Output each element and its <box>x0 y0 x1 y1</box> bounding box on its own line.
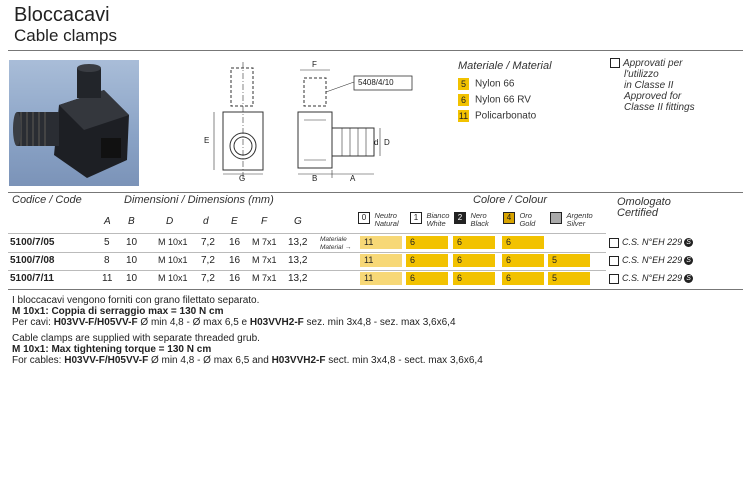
technical-drawing <box>192 60 422 185</box>
colour-label-it: Neutro <box>374 211 397 220</box>
colour-header-natural <box>358 212 399 230</box>
dim-label-f: F <box>312 60 317 69</box>
material-badge: 6 <box>458 94 469 106</box>
col-header-code: Codice / Code <box>12 194 82 206</box>
material-cell: 6 <box>406 236 448 249</box>
dim-header: d <box>203 216 209 227</box>
notes-english <box>12 333 483 366</box>
dim-cell: 10 <box>126 255 138 266</box>
product-photo <box>9 60 139 186</box>
material-badge: 5 <box>458 78 469 90</box>
colour-header-white <box>410 212 449 230</box>
note-line: M 10x1: Max tightening torque = 130 N cm <box>12 344 212 355</box>
colour-header-silver <box>550 212 593 230</box>
material-label: Policarbonato <box>475 110 537 122</box>
material-cell: 6 <box>453 236 495 249</box>
cert-text: C.S. N°EH 229 <box>622 237 683 247</box>
colour-label-en: Black <box>470 219 489 228</box>
colour-label-en: Gold <box>519 219 536 228</box>
material-cell: 6 <box>406 272 448 285</box>
page-title: Bloccacavi <box>14 4 110 26</box>
material-cell: 5 <box>548 272 590 285</box>
material-item <box>458 78 514 90</box>
colour-label-it: Argento <box>566 211 593 220</box>
dim-header: A <box>104 216 111 227</box>
material-item <box>458 110 536 122</box>
material-label: Nylon 66 <box>475 78 515 90</box>
dim-cell: 10 <box>126 237 138 248</box>
material-title: Materiale / Material <box>458 60 552 72</box>
s-mark-icon: S <box>684 238 693 247</box>
approval-line: l'utilizzo <box>624 69 659 80</box>
dim-cell: 10 <box>126 273 138 284</box>
colour-badge: 0 <box>358 212 370 224</box>
approval-line: Approved for <box>624 91 682 102</box>
table-row-code: 5100/7/08 <box>10 255 55 266</box>
approval-line: Classe II fittings <box>624 102 695 113</box>
cert-cell <box>609 237 693 248</box>
dim-cell: M 10x1 <box>158 255 188 265</box>
material-label: Nylon 66 RV <box>475 94 531 106</box>
material-cell: 6 <box>502 272 544 285</box>
dim-header: D <box>166 216 174 227</box>
col-header-certified-it: Omologato <box>617 196 671 208</box>
material-cell: 6 <box>453 272 495 285</box>
material-cell: 11 <box>360 272 402 285</box>
material-row-label-it: Materiale <box>320 236 347 243</box>
material-cell: 6 <box>502 236 544 249</box>
colour-header-gold <box>503 212 535 230</box>
dim-cell: 16 <box>229 255 241 266</box>
col-header-certified-en: Certified <box>617 207 658 219</box>
dim-header: E <box>231 216 238 227</box>
dim-cell: 7,2 <box>201 273 215 284</box>
colour-badge: 4 <box>503 212 515 224</box>
colour-label-it: Nero <box>470 211 487 220</box>
dim-cell: M 10x1 <box>158 237 188 247</box>
dim-cell: 13,2 <box>288 273 308 284</box>
dim-header: B <box>128 216 135 227</box>
page-subtitle: Cable clamps <box>14 26 117 45</box>
s-mark-icon: S <box>684 256 693 265</box>
material-cell: 6 <box>502 254 544 267</box>
dim-cell: 13,2 <box>288 255 308 266</box>
material-row-label <box>320 236 351 252</box>
drawing-code-ref: 5408/4/10 <box>358 78 394 87</box>
dim-cell: 8 <box>104 255 110 266</box>
table-row-code: 5100/7/11 <box>10 273 54 284</box>
class-ii-icon <box>609 274 619 284</box>
dim-cell: 5 <box>104 237 110 248</box>
dim-label-a: A <box>350 174 356 183</box>
material-cell: 11 <box>360 254 402 267</box>
dim-cell: 7,2 <box>201 255 215 266</box>
material-cell: 11 <box>360 236 402 249</box>
material-badge: 11 <box>458 111 469 121</box>
table-bottom-divider <box>8 289 743 290</box>
row-divider <box>8 270 606 271</box>
dim-cell: 16 <box>229 237 241 248</box>
dim-cell: M 7x1 <box>252 273 277 283</box>
material-cell: 6 <box>453 254 495 267</box>
colour-label-en: Silver <box>566 219 586 228</box>
cert-text: C.S. N°EH 229 <box>622 255 683 265</box>
material-row-label-en: Material → <box>320 244 352 251</box>
dim-cell: M 10x1 <box>158 273 188 283</box>
approval-block <box>610 58 695 113</box>
s-mark-icon: S <box>684 274 693 283</box>
dim-cell: 16 <box>229 273 241 284</box>
note-line: Cable clamps are supplied with separate threaded grub. <box>12 333 260 344</box>
approval-line: Approvati per <box>623 58 683 69</box>
cert-cell <box>609 255 693 266</box>
table-top-divider <box>8 192 743 193</box>
dim-label-d: D <box>384 138 390 147</box>
cert-cell <box>609 273 693 284</box>
dim-header: F <box>261 216 268 227</box>
dim-cell: 11 <box>102 273 113 284</box>
class-ii-icon <box>609 238 619 248</box>
note-line: I bloccacavi vengono forniti con grano filettato separato. <box>12 295 260 306</box>
colour-label-en: Natural <box>374 219 399 228</box>
material-cell: 6 <box>406 254 448 267</box>
material-cell: 5 <box>548 254 590 267</box>
col-header-colour: Colore / Colour <box>473 194 547 206</box>
dim-label-d-small: d <box>374 138 379 147</box>
cert-text: C.S. N°EH 229 <box>622 273 683 283</box>
dim-cell: 13,2 <box>288 237 308 248</box>
material-item <box>458 94 531 106</box>
colour-badge: 1 <box>410 212 422 224</box>
note-line: Per cavi: H03VV-F/H05VV-F Ø min 4,8 - Ø max 6,5 e H03VVH2-F sez. min 3x4,8 - sez. max 3,6x6,4 <box>12 317 456 328</box>
dim-cell: M 7x1 <box>252 237 277 247</box>
dim-label-b: B <box>312 174 318 183</box>
dim-cell: 7,2 <box>201 237 215 248</box>
row-divider <box>8 252 606 253</box>
class-ii-icon <box>609 256 619 266</box>
col-header-dimensions: Dimensioni / Dimensions (mm) <box>124 194 274 206</box>
approval-line: in Classe II <box>624 80 674 91</box>
colour-badge: 2 <box>454 212 466 224</box>
dim-label-g: G <box>239 174 246 183</box>
colour-badge <box>550 212 562 224</box>
class-ii-icon <box>610 58 620 68</box>
colour-label-it: Bianco <box>426 211 450 220</box>
note-line: For cables: H03VV-F/H05VV-F Ø min 4,8 - Ø max 6,5 and H03VVH2-F sect. min 3x4,8 - sect. max 3,6x6,4 <box>12 355 483 366</box>
note-line: M 10x1: Coppia di serraggio max = 130 N cm <box>12 306 224 317</box>
colour-label-it: Oro <box>519 211 532 220</box>
colour-label-en: White <box>426 219 446 228</box>
colour-header-black <box>454 212 489 230</box>
dim-header: G <box>294 216 302 227</box>
row-divider <box>8 233 606 234</box>
dim-cell: M 7x1 <box>252 255 277 265</box>
dim-label-e: E <box>204 136 210 145</box>
table-row-code: 5100/7/05 <box>10 237 55 248</box>
notes-italian <box>12 295 456 328</box>
header-divider <box>8 50 743 51</box>
